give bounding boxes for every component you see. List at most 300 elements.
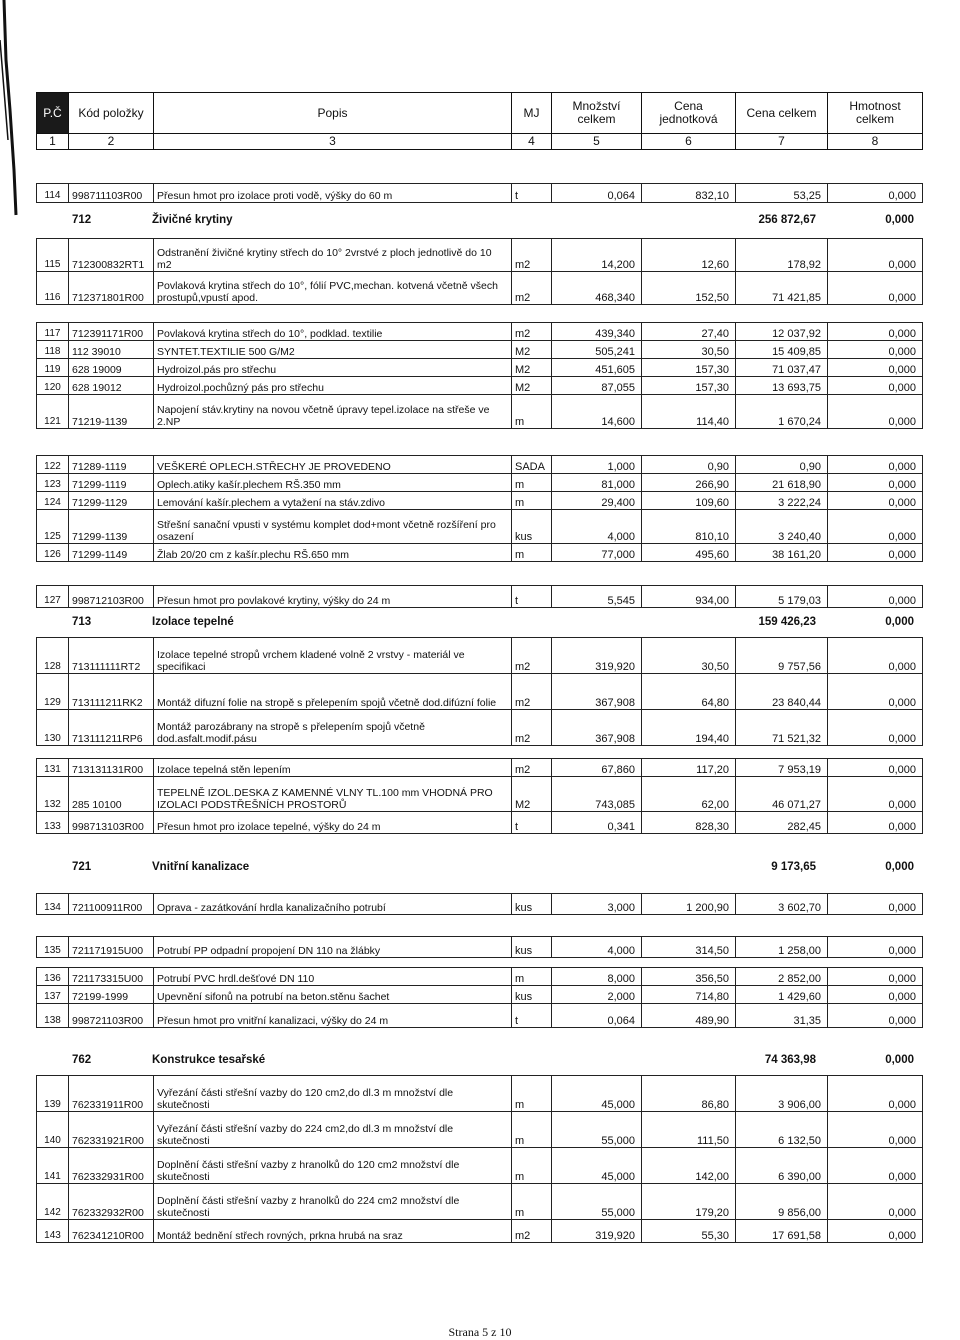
item-description: Přesun hmot pro vnitřní kanalizaci, výšky do 24 m (154, 1004, 512, 1028)
item-total-price: 178,92 (736, 239, 828, 272)
item-quantity: 2,000 (552, 986, 642, 1004)
table-row (37, 894, 923, 915)
item-table (36, 455, 923, 562)
item-table (36, 1075, 923, 1243)
item-total-price: 71 421,85 (736, 272, 828, 305)
table-row (37, 759, 923, 777)
item-description: Hydroizol.pás pro střechu (154, 359, 512, 377)
item-code: 721100911R00 (69, 894, 154, 915)
item-code: 72199-1999 (69, 986, 154, 1004)
item-code: 713131131R00 (69, 759, 154, 777)
section-name: Vnitřní kanalizace (152, 861, 250, 873)
item-unit: kus (512, 510, 552, 544)
column-header-popis: Popis (154, 93, 512, 134)
table-row (37, 674, 923, 710)
table-row (37, 586, 923, 608)
item-code: 762331911R00 (69, 1076, 154, 1112)
section-code: 762 (72, 1054, 92, 1066)
item-unit-price: 30,50 (642, 638, 736, 674)
item-weight: 0,000 (828, 586, 923, 608)
item-total-price: 13 693,75 (736, 377, 828, 395)
item-unit-price: 142,00 (642, 1148, 736, 1184)
column-number: 8 (828, 134, 923, 150)
item-weight: 0,000 (828, 474, 923, 492)
item-quantity: 29,400 (552, 492, 642, 510)
item-code: 628 19009 (69, 359, 154, 377)
item-total-price: 46 071,27 (736, 777, 828, 812)
item-code: 762341210R00 (69, 1220, 154, 1243)
item-description: Vyřezání části střešní vazby do 224 cm2,do dl.3 m množství dle skutečnosti (154, 1112, 512, 1148)
item-total-price: 38 161,20 (736, 544, 828, 562)
row-number: 120 (37, 377, 69, 395)
section-total: 256 872,67 (758, 214, 816, 226)
item-weight: 0,000 (828, 510, 923, 544)
table-row (37, 1148, 923, 1184)
row-number: 122 (37, 456, 69, 474)
item-quantity: 4,000 (552, 937, 642, 958)
item-unit: m2 (512, 272, 552, 305)
item-unit-price: 934,00 (642, 586, 736, 608)
item-unit: M2 (512, 341, 552, 359)
item-code: 762332932R00 (69, 1184, 154, 1220)
item-description: Přesun hmot pro izolace proti vodě, výšky do 60 m (154, 184, 512, 203)
column-number: 6 (642, 134, 736, 150)
table-row (37, 1220, 923, 1243)
item-unit: m2 (512, 710, 552, 746)
item-total-price: 23 840,44 (736, 674, 828, 710)
item-quantity: 3,000 (552, 894, 642, 915)
row-number: 117 (37, 323, 69, 341)
item-quantity: 451,605 (552, 359, 642, 377)
item-description: Napojení stáv.krytiny na novou včetně úpravy tepel.izolace na střeše ve 2.NP (154, 395, 512, 429)
section-name: Konstrukce tesařské (152, 1054, 266, 1066)
row-number: 133 (37, 812, 69, 834)
item-total-price: 2 852,00 (736, 968, 828, 986)
item-unit: m (512, 1148, 552, 1184)
row-number: 134 (37, 894, 69, 915)
item-unit-price: 828,30 (642, 812, 736, 834)
item-description: Oprava - zazátkování hrdla kanalizačního potrubí (154, 894, 512, 915)
row-number: 139 (37, 1076, 69, 1112)
column-header-pc: P.Č (37, 93, 69, 134)
item-weight: 0,000 (828, 323, 923, 341)
item-code: 712371801R00 (69, 272, 154, 305)
item-weight: 0,000 (828, 1220, 923, 1243)
item-unit-price: 157,30 (642, 359, 736, 377)
item-unit-price: 114,40 (642, 395, 736, 429)
column-number: 4 (512, 134, 552, 150)
item-unit: m (512, 492, 552, 510)
item-weight: 0,000 (828, 894, 923, 915)
row-number: 114 (37, 184, 69, 203)
item-total-price: 282,45 (736, 812, 828, 834)
row-number: 128 (37, 638, 69, 674)
item-table (36, 585, 923, 608)
column-header-mj: MJ (512, 93, 552, 134)
row-number: 121 (37, 395, 69, 429)
item-total-price: 21 618,90 (736, 474, 828, 492)
item-unit: kus (512, 937, 552, 958)
item-unit: kus (512, 894, 552, 915)
section-weight: 0,000 (885, 214, 914, 226)
scan-artifact-line (0, 0, 40, 220)
item-code: 71299-1119 (69, 474, 154, 492)
item-total-price: 3 602,70 (736, 894, 828, 915)
item-unit-price: 111,50 (642, 1112, 736, 1148)
item-weight: 0,000 (828, 395, 923, 429)
item-code: 998712103R00 (69, 586, 154, 608)
item-description: Oplech.atiky kašír.plechem RŠ.350 mm (154, 474, 512, 492)
item-description: Montáž difuzní folie na stropě s přelepením spojů včetně dod.difúzní folie (154, 674, 512, 710)
item-quantity: 0,064 (552, 184, 642, 203)
item-total-price: 0,90 (736, 456, 828, 474)
item-weight: 0,000 (828, 341, 923, 359)
item-table (36, 758, 923, 834)
item-weight: 0,000 (828, 812, 923, 834)
item-quantity: 319,920 (552, 638, 642, 674)
item-unit-price: 1 200,90 (642, 894, 736, 915)
item-weight: 0,000 (828, 1184, 923, 1220)
item-weight: 0,000 (828, 456, 923, 474)
item-total-price: 6 390,00 (736, 1148, 828, 1184)
column-number: 5 (552, 134, 642, 150)
section-code: 713 (72, 616, 92, 628)
item-description: Doplnění části střešní vazby z hranolků do 224 cm2 množství dle skutečnosti (154, 1184, 512, 1220)
item-code: 713111211RK2 (69, 674, 154, 710)
item-description: Izolace tepelné stropů vrchem kladené volně 2 vrstvy - materiál ve specifikaci (154, 638, 512, 674)
row-number: 130 (37, 710, 69, 746)
item-total-price: 15 409,85 (736, 341, 828, 359)
item-unit-price: 832,10 (642, 184, 736, 203)
item-unit: m (512, 968, 552, 986)
item-code: 112 39010 (69, 341, 154, 359)
section-header (36, 214, 922, 230)
item-quantity: 55,000 (552, 1112, 642, 1148)
item-quantity: 55,000 (552, 1184, 642, 1220)
table-row (37, 510, 923, 544)
column-header-kod: Kód položky (69, 93, 154, 134)
item-total-price: 9 856,00 (736, 1184, 828, 1220)
table-row (37, 184, 923, 203)
item-description: Doplnění části střešní vazby z hranolků do 120 cm2 množství dle skutečnosti (154, 1148, 512, 1184)
table-row (37, 968, 923, 986)
table-row (37, 1112, 923, 1148)
item-quantity: 14,600 (552, 395, 642, 429)
item-quantity: 1,000 (552, 456, 642, 474)
item-total-price: 17 691,58 (736, 1220, 828, 1243)
item-unit: SADA (512, 456, 552, 474)
table-row (37, 710, 923, 746)
item-weight: 0,000 (828, 1076, 923, 1112)
table-row (37, 638, 923, 674)
item-total-price: 31,35 (736, 1004, 828, 1028)
item-code: 71289-1119 (69, 456, 154, 474)
section-total: 9 173,65 (771, 861, 816, 873)
item-description: Montáž bednění střech rovných, prkna hrubá na sraz (154, 1220, 512, 1243)
item-unit: t (512, 184, 552, 203)
section-total: 74 363,98 (764, 1054, 816, 1066)
table-row (37, 937, 923, 958)
item-quantity: 319,920 (552, 1220, 642, 1243)
item-weight: 0,000 (828, 1004, 923, 1028)
item-unit-price: 266,90 (642, 474, 736, 492)
item-code: 713111211RP6 (69, 710, 154, 746)
item-unit-price: 314,50 (642, 937, 736, 958)
item-unit: m2 (512, 323, 552, 341)
row-number: 135 (37, 937, 69, 958)
row-number: 131 (37, 759, 69, 777)
item-code: 762331921R00 (69, 1112, 154, 1148)
item-quantity: 8,000 (552, 968, 642, 986)
column-header-cena-celkem: Cena celkem (736, 93, 828, 134)
item-weight: 0,000 (828, 986, 923, 1004)
item-unit-price: 30,50 (642, 341, 736, 359)
item-total-price: 5 179,03 (736, 586, 828, 608)
table-row (37, 377, 923, 395)
section-header (36, 861, 922, 877)
table-row (37, 359, 923, 377)
column-number: 1 (37, 134, 69, 150)
item-quantity: 505,241 (552, 341, 642, 359)
item-quantity: 45,000 (552, 1076, 642, 1112)
table-row (37, 323, 923, 341)
column-header-hmotnost: Hmotnost celkem (828, 93, 923, 134)
item-quantity: 4,000 (552, 510, 642, 544)
item-unit: t (512, 812, 552, 834)
item-description: Potrubí PVC hrdl.dešťové DN 110 (154, 968, 512, 986)
item-unit-price: 117,20 (642, 759, 736, 777)
table-row (37, 395, 923, 429)
item-quantity: 81,000 (552, 474, 642, 492)
item-description: Upevnění sifonů na potrubí na beton.stěnu šachet (154, 986, 512, 1004)
item-description: Povlaková krytina střech do 10°, fólií PVC,mechan. kotvená včetně všech prostupů,vpustí apod. (154, 272, 512, 305)
item-unit-price: 62,00 (642, 777, 736, 812)
item-code: 998713103R00 (69, 812, 154, 834)
item-weight: 0,000 (828, 937, 923, 958)
item-unit-price: 489,90 (642, 1004, 736, 1028)
item-description: Přesun hmot pro povlakové krytiny, výšky do 24 m (154, 586, 512, 608)
item-weight: 0,000 (828, 674, 923, 710)
page-footer: Strana 5 z 10 (448, 1325, 512, 1339)
item-quantity: 0,064 (552, 1004, 642, 1028)
item-weight: 0,000 (828, 1148, 923, 1184)
item-code: 721171915U00 (69, 937, 154, 958)
item-total-price: 12 037,92 (736, 323, 828, 341)
item-quantity: 77,000 (552, 544, 642, 562)
item-code: 998721103R00 (69, 1004, 154, 1028)
item-description: Střešní sanační vpusti v systému komplet dod+mont včetně rozšíření pro osazení (154, 510, 512, 544)
table-row (37, 456, 923, 474)
item-weight: 0,000 (828, 239, 923, 272)
item-description: SYNTET.TEXTILIE 500 G/M2 (154, 341, 512, 359)
row-number: 123 (37, 474, 69, 492)
row-number: 141 (37, 1148, 69, 1184)
section-code: 721 (72, 861, 92, 873)
item-table (36, 967, 923, 1028)
item-description: VEŠKERÉ OPLECH.STŘECHY JE PROVEDENO (154, 456, 512, 474)
item-table (36, 936, 923, 958)
item-unit: M2 (512, 777, 552, 812)
table-row (37, 777, 923, 812)
column-number: 3 (154, 134, 512, 150)
row-number: 127 (37, 586, 69, 608)
row-number: 125 (37, 510, 69, 544)
item-code: 998711103R00 (69, 184, 154, 203)
item-code: 713111111RT2 (69, 638, 154, 674)
table-row (37, 492, 923, 510)
item-weight: 0,000 (828, 359, 923, 377)
item-unit-price: 714,80 (642, 986, 736, 1004)
table-row (37, 1004, 923, 1028)
item-total-price: 3 240,40 (736, 510, 828, 544)
item-unit-price: 64,80 (642, 674, 736, 710)
section-weight: 0,000 (885, 616, 914, 628)
item-description: Žlab 20/20 cm z kašír.plechu RŠ.650 mm (154, 544, 512, 562)
item-description: Montáž parozábrany na stropě s přelepením spojů včetně dod.asfalt.modif.pásu (154, 710, 512, 746)
item-unit-price: 157,30 (642, 377, 736, 395)
item-unit: m2 (512, 638, 552, 674)
item-quantity: 439,340 (552, 323, 642, 341)
item-code: 762332931R00 (69, 1148, 154, 1184)
table-row (37, 272, 923, 305)
item-unit: M2 (512, 377, 552, 395)
item-quantity: 468,340 (552, 272, 642, 305)
item-table (36, 322, 923, 429)
section-total: 159 426,23 (758, 616, 816, 628)
row-number: 124 (37, 492, 69, 510)
item-weight: 0,000 (828, 710, 923, 746)
item-unit: m2 (512, 239, 552, 272)
item-code: 628 19012 (69, 377, 154, 395)
item-quantity: 45,000 (552, 1148, 642, 1184)
item-table (36, 637, 923, 746)
section-name: Živičné krytiny (152, 214, 233, 226)
table-row (37, 1076, 923, 1112)
table-row (37, 986, 923, 1004)
item-total-price: 1 258,00 (736, 937, 828, 958)
item-quantity: 5,545 (552, 586, 642, 608)
table-row (37, 812, 923, 834)
table-row (37, 341, 923, 359)
item-table (36, 183, 923, 203)
item-unit-price: 109,60 (642, 492, 736, 510)
item-weight: 0,000 (828, 638, 923, 674)
section-name: Izolace tepelné (152, 616, 234, 628)
row-number: 140 (37, 1112, 69, 1148)
item-weight: 0,000 (828, 184, 923, 203)
item-unit-price: 495,60 (642, 544, 736, 562)
item-quantity: 14,200 (552, 239, 642, 272)
item-description: Potrubí PP odpadní propojení DN 110 na žlábky (154, 937, 512, 958)
item-unit: m2 (512, 759, 552, 777)
row-number: 119 (37, 359, 69, 377)
item-total-price: 9 757,56 (736, 638, 828, 674)
item-unit: m (512, 1076, 552, 1112)
item-code: 285 10100 (69, 777, 154, 812)
section-weight: 0,000 (885, 861, 914, 873)
table-header (36, 92, 922, 150)
item-quantity: 367,908 (552, 710, 642, 746)
table-row (37, 1184, 923, 1220)
item-description: TEPELNĚ IZOL.DESKA Z KAMENNÉ VLNY TL.100 mm VHODNÁ PRO IZOLACI PODSTŘEŠNÍCH PROSTORŮ (154, 777, 512, 812)
item-description: Vyřezání části střešní vazby do 120 cm2,do dl.3 m množství dle skutečnosti (154, 1076, 512, 1112)
table-row (37, 474, 923, 492)
item-unit-price: 356,50 (642, 968, 736, 986)
item-quantity: 367,908 (552, 674, 642, 710)
item-unit-price: 152,50 (642, 272, 736, 305)
item-weight: 0,000 (828, 377, 923, 395)
column-number: 7 (736, 134, 828, 150)
item-weight: 0,000 (828, 272, 923, 305)
item-code: 71299-1149 (69, 544, 154, 562)
item-weight: 0,000 (828, 1112, 923, 1148)
item-description: Hydroizol.pochůzný pás pro střechu (154, 377, 512, 395)
item-total-price: 71 521,32 (736, 710, 828, 746)
table-row (37, 239, 923, 272)
section-code: 712 (72, 214, 92, 226)
item-code: 721173315U00 (69, 968, 154, 986)
column-number: 2 (69, 134, 154, 150)
item-description: Přesun hmot pro izolace tepelné, výšky do 24 m (154, 812, 512, 834)
item-weight: 0,000 (828, 759, 923, 777)
item-quantity: 67,860 (552, 759, 642, 777)
item-unit: t (512, 586, 552, 608)
row-number: 132 (37, 777, 69, 812)
item-total-price: 7 953,19 (736, 759, 828, 777)
section-header (36, 616, 922, 632)
item-weight: 0,000 (828, 968, 923, 986)
item-code: 71299-1129 (69, 492, 154, 510)
row-number: 118 (37, 341, 69, 359)
item-unit-price: 179,20 (642, 1184, 736, 1220)
item-description: Povlaková krytina střech do 10°, podklad. textilie (154, 323, 512, 341)
item-description: Lemování kašír.plechem a vytažení na stáv.zdivo (154, 492, 512, 510)
row-number: 126 (37, 544, 69, 562)
item-table (36, 893, 923, 915)
item-unit-price: 0,90 (642, 456, 736, 474)
item-quantity: 0,341 (552, 812, 642, 834)
row-number: 142 (37, 1184, 69, 1220)
item-unit: m (512, 544, 552, 562)
row-number: 115 (37, 239, 69, 272)
item-unit-price: 194,40 (642, 710, 736, 746)
item-total-price: 53,25 (736, 184, 828, 203)
item-code: 712391171R00 (69, 323, 154, 341)
table-row (37, 544, 923, 562)
item-code: 71219-1139 (69, 395, 154, 429)
row-number: 143 (37, 1220, 69, 1243)
row-number: 138 (37, 1004, 69, 1028)
column-header-mnozstvi: Množství celkem (552, 93, 642, 134)
item-unit: m (512, 1112, 552, 1148)
item-unit: M2 (512, 359, 552, 377)
item-unit-price: 86,80 (642, 1076, 736, 1112)
row-number: 136 (37, 968, 69, 986)
item-unit: t (512, 1004, 552, 1028)
item-unit: m (512, 1184, 552, 1220)
item-total-price: 1 670,24 (736, 395, 828, 429)
item-quantity: 743,085 (552, 777, 642, 812)
item-unit: m2 (512, 1220, 552, 1243)
item-code: 712300832RT1 (69, 239, 154, 272)
item-unit-price: 27,40 (642, 323, 736, 341)
item-unit: m2 (512, 674, 552, 710)
item-unit: m (512, 395, 552, 429)
row-number: 129 (37, 674, 69, 710)
column-header-cena-jednotkova: Cena jednotková (642, 93, 736, 134)
section-header (36, 1054, 922, 1070)
item-total-price: 71 037,47 (736, 359, 828, 377)
